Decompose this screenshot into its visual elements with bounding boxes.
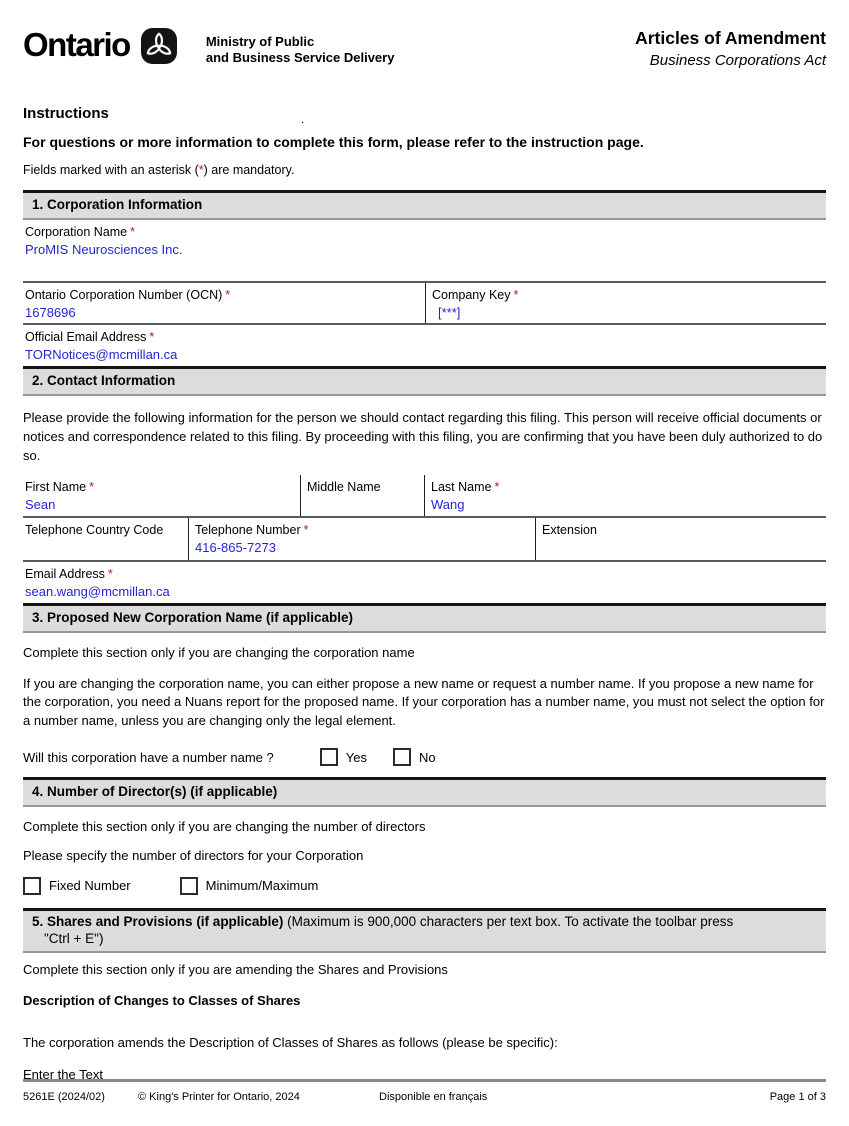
ministry-name	[206, 34, 395, 67]
asterisk: *	[107, 567, 113, 582]
email-field[interactable]	[23, 562, 826, 603]
no-label: No	[418, 749, 436, 765]
header	[23, 26, 826, 69]
section-5-title-line2: "Ctrl + E")	[44, 930, 104, 946]
middle-name-label: Middle Name	[307, 480, 381, 495]
country-code-label: Telephone Country Code	[25, 523, 164, 538]
no-checkbox[interactable]	[393, 748, 411, 766]
footer-form-number: 5261E (2024/02)	[23, 1091, 105, 1103]
directors-prompt: Please specify the number of directors for your Corporation	[23, 847, 364, 863]
name-row	[23, 475, 826, 518]
section-5-header	[23, 908, 826, 953]
email-value[interactable]: sean.wang@mcmillan.ca	[25, 584, 170, 600]
shares-changes-subheading: Description of Changes to Classes of Shares	[23, 992, 301, 1008]
instructions-note: For questions or more information to complete this form, please refer to the instruction page.	[23, 134, 644, 150]
section-4-note: Complete this section only if you are changing the number of directors	[23, 818, 426, 834]
first-name-label: First Name *	[25, 480, 94, 495]
directors-options-row	[23, 877, 826, 895]
number-name-question-row	[23, 748, 826, 766]
form-title: Articles of Amendment	[635, 28, 826, 48]
section-1-header: 1. Corporation Information	[23, 190, 826, 220]
company-key-value[interactable]: [***]	[438, 304, 461, 320]
ministry-line1: Ministry of Public	[205, 34, 315, 49]
ontario-brand	[23, 26, 394, 69]
official-email-value[interactable]: TORNotices@mcmillan.ca	[25, 347, 178, 363]
corporation-name-label: Corporation Name *	[25, 224, 136, 239]
official-email-row	[23, 325, 826, 366]
extension-field[interactable]	[535, 518, 826, 560]
min-max-label: Minimum/Maximum	[205, 878, 319, 894]
ocn-field[interactable]	[23, 283, 425, 324]
stray-dot: .	[301, 112, 305, 126]
phone-number-field[interactable]	[188, 518, 535, 560]
corporation-name-value[interactable]: ProMIS Neurosciences Inc.	[25, 241, 183, 257]
trillium-icon	[139, 28, 179, 69]
ocn-company-key-row	[23, 283, 826, 326]
extension-label: Extension	[542, 523, 597, 538]
ocn-value[interactable]: 1678696	[25, 304, 76, 320]
phone-number-label: Telephone Number *	[195, 523, 309, 538]
asterisk: *	[303, 523, 309, 538]
asterisk: *	[149, 330, 155, 345]
footer-page-number: Page 1 of 3	[769, 1091, 826, 1103]
last-name-label: Last Name *	[431, 480, 500, 495]
section-5-note: Complete this section only if you are amending the Shares and Provisions	[23, 961, 448, 977]
asterisk: *	[513, 287, 519, 302]
last-name-value[interactable]: Wang	[431, 497, 465, 513]
contact-intro-paragraph: Please provide the following information for the person we should contact regarding this filing. This person will receive official documents or notices and correspondence related to this filing. By proceeding with this filing, you are confirming that you have been duly authorized to do so.	[23, 409, 823, 463]
yes-label: Yes	[345, 749, 367, 765]
asterisk: *	[225, 287, 231, 302]
official-email-label: Official Email Address *	[25, 330, 155, 345]
section-3-note: Complete this section only if you are changing the corporation name	[23, 644, 415, 660]
middle-name-field[interactable]	[300, 475, 424, 516]
fixed-number-checkbox[interactable]	[23, 877, 41, 895]
ministry-line2: and Business Service Delivery	[205, 50, 395, 66]
company-key-field[interactable]	[425, 283, 826, 324]
country-code-field[interactable]	[23, 518, 188, 560]
asterisk: *	[130, 224, 136, 239]
min-max-checkbox[interactable]	[180, 877, 198, 895]
form-page	[0, 26, 849, 1103]
email-label: Email Address *	[25, 567, 113, 582]
section-2-header: 2. Contact Information	[23, 366, 826, 396]
last-name-field[interactable]	[424, 475, 826, 516]
form-subtitle: Business Corporations Act	[649, 52, 826, 69]
company-key-label: Company Key *	[432, 287, 519, 302]
shares-description-prompt: The corporation amends the Description of Classes of Shares as follows (please be specific):	[23, 1034, 558, 1050]
instructions-heading: Instructions	[23, 105, 109, 122]
mandatory-note: Fields marked with an asterisk (*) are mandatory.	[23, 163, 295, 177]
section-5-title-note: (Maximum is 900,000 characters per text box. To activate the toolbar press	[283, 913, 734, 929]
phone-number-value[interactable]: 416-865-7273	[195, 540, 276, 556]
corporation-name-row	[23, 220, 826, 283]
section-3-info: If you are changing the corporation name, you can either propose a new name or request a number name. If you propose a new name for the corporation, you need a Nuans report for the proposed name. If your corporation has a number name, you must not select the option for a number name, unless you are changing only the legal element.	[23, 675, 825, 729]
section-5-title: 5. Shares and Provisions (if applicable)	[32, 913, 284, 929]
section-4-header: 4. Number of Director(s) (if applicable)	[23, 777, 826, 807]
ontario-wordmark: Ontario	[23, 26, 130, 63]
footer-copyright: © King's Printer for Ontario, 2024	[138, 1091, 300, 1103]
official-email-field[interactable]	[23, 325, 826, 366]
phone-row	[23, 518, 826, 562]
instructions-block	[23, 105, 826, 177]
asterisk: *	[89, 480, 94, 495]
footer-left	[23, 1091, 300, 1103]
first-name-field[interactable]	[23, 475, 300, 516]
footer-language: Disponible en français	[379, 1091, 488, 1103]
section-3-header: 3. Proposed New Corporation Name (if applicable)	[23, 603, 826, 633]
shares-text-placeholder[interactable]: Enter the Text	[23, 1066, 103, 1082]
document-title-block	[635, 28, 826, 69]
first-name-value[interactable]: Sean	[25, 497, 56, 513]
footer	[23, 1079, 826, 1103]
yes-checkbox[interactable]	[320, 748, 338, 766]
email-row	[23, 562, 826, 603]
corporation-name-field[interactable]	[23, 220, 826, 281]
fixed-number-label: Fixed Number	[49, 878, 131, 894]
asterisk: *	[198, 163, 204, 177]
number-name-question: Will this corporation have a number name ?	[23, 749, 274, 765]
ocn-label: Ontario Corporation Number (OCN) *	[25, 287, 231, 302]
asterisk: *	[494, 480, 500, 495]
